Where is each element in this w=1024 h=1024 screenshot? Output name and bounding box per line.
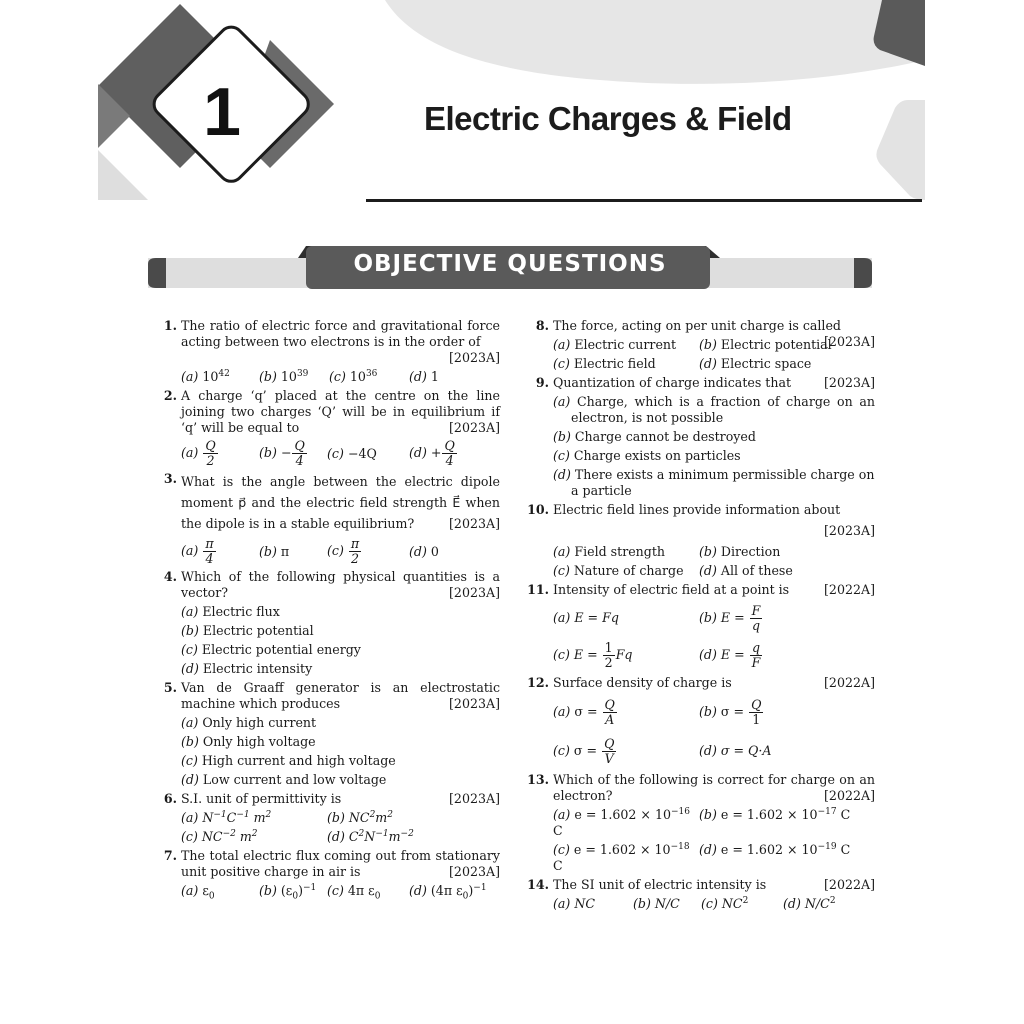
option-d[interactable]: (d) (4π $\varepsilon_0)^{-1}$ <box>409 882 487 902</box>
option-b[interactable]: (b) E = $\frac{F}{q}$ <box>699 602 761 633</box>
question-text: Electric field lines provide information about <box>553 502 841 517</box>
option-c[interactable]: (c) $10^{36}$ <box>329 368 378 384</box>
option-d[interactable]: (d) 1 <box>409 369 439 384</box>
question-number: 12. <box>527 675 549 690</box>
question-text: Intensity of electric field at a point is [2022A] <box>553 582 875 597</box>
option-c[interactable]: (c) Charge exists on particles <box>553 448 741 463</box>
question-number: 7. <box>163 848 177 863</box>
question-text: The ratio of electric force and gravitational force acting between two electrons is in the order of [2023A] <box>181 318 500 365</box>
question-number: 10. <box>527 502 549 517</box>
question-number: 3. <box>163 471 177 486</box>
option-b[interactable]: (b) Direction <box>699 544 781 559</box>
question-text: Which of the following is correct for charge on an electron? [2022A] <box>553 772 875 803</box>
year-tag: [2023A] <box>449 864 500 879</box>
option-b[interactable]: (b) $10^{39}$ <box>259 368 309 384</box>
option-a[interactable]: (a) Electric flux <box>181 604 280 619</box>
option-c[interactable]: (c) Electric field <box>553 356 656 371</box>
option-d[interactable]: (d) + $\frac{Q}{4}$ <box>409 438 455 468</box>
year-tag: [2023A] <box>449 791 500 806</box>
question-11 <box>527 582 875 672</box>
option-a[interactable]: (a) $10^{42}$ <box>181 368 230 384</box>
question-number: 4. <box>163 569 177 584</box>
question-number: 14. <box>527 877 549 892</box>
options <box>553 694 875 769</box>
option-d[interactable]: (d) $e = 1.602 \times 10^{-19}$ C <box>699 841 851 857</box>
question-text: Van de Graaff generator is an electrostatic machine which produces [2023A] <box>181 680 500 711</box>
question-text: Quantization of charge indicates that [2023A] <box>553 375 875 390</box>
option-c[interactable]: (c) −4Q <box>327 445 377 461</box>
option-a[interactable]: (a) NC <box>553 896 596 911</box>
options <box>181 537 500 566</box>
left-column <box>160 318 500 902</box>
option-c[interactable]: (c) $\frac{\pi}{2}$ <box>327 536 360 566</box>
question-8 <box>532 318 875 372</box>
year-tag: [2022A] <box>824 582 875 597</box>
option-d[interactable]: (d) $C^2N^{-1}m^{-2}$ <box>327 828 414 844</box>
options <box>553 896 875 912</box>
options <box>181 439 500 468</box>
option-c[interactable]: (c) High current and high voltage <box>181 753 396 768</box>
option-d[interactable]: (d) Low current and low voltage <box>181 772 387 787</box>
option-b[interactable]: (b) σ = $\frac{Q}{1}$ <box>699 696 762 727</box>
option-c[interactable]: (c) Electric potential energy <box>181 642 361 657</box>
option-a[interactable]: (a) $\frac{\pi}{4}$ <box>181 536 214 566</box>
question-text: Which of the following physical quantities is a vector? [2023A] <box>181 569 500 600</box>
option-b[interactable]: (b) Electric potential <box>699 337 832 352</box>
question-14 <box>527 877 875 912</box>
option-d[interactable]: (d) E = $\frac{q}{F}$ <box>699 639 761 670</box>
year-tag: [2023A] <box>824 334 875 349</box>
year-tag: [2023A] <box>449 350 500 365</box>
option-d[interactable]: (d) All of these <box>699 563 793 578</box>
question-10 <box>527 502 875 579</box>
options <box>553 337 875 372</box>
option-d[interactable]: (d) Electric space <box>699 356 812 371</box>
year-tag: [2023A] <box>449 420 500 435</box>
option-a[interactable]: (a) Field strength <box>553 544 666 559</box>
option-b[interactable]: (b) Electric potential <box>181 623 314 638</box>
question-4 <box>160 569 500 677</box>
year-tag: [2023A] <box>449 516 500 531</box>
option-a[interactable]: (a) E = Fq <box>553 610 619 625</box>
option-c[interactable]: (c) σ = $\frac{Q}{V}$ <box>553 735 615 766</box>
option-a[interactable]: (a) $N^{-1}C^{-1}$ $m^2$ <box>181 809 272 825</box>
option-a[interactable]: (a) Electric current <box>553 337 677 352</box>
question-2 <box>160 388 500 468</box>
option-a[interactable]: (a) Only high current <box>181 715 317 730</box>
question-13 <box>527 772 875 874</box>
right-column <box>527 318 875 915</box>
option-d[interactable]: (d) σ = Q·A <box>699 743 772 758</box>
options <box>553 807 875 874</box>
question-text: A charge ‘q’ placed at the centre on the line joining two charges ‘Q’ will be in equilibrium if ‘q’ will be equal to [2023A] <box>181 388 500 435</box>
options <box>553 544 875 579</box>
option-a[interactable]: (a) $\varepsilon_0$ <box>181 883 215 902</box>
year-tag: [2023A] <box>824 375 875 390</box>
question-number: 2. <box>163 388 177 403</box>
question-number: 5. <box>163 680 177 695</box>
year-tag: [2022A] <box>824 675 875 690</box>
option-c[interactable]: (c) E = $\frac{1}{2}$ Fq <box>553 639 633 670</box>
question-text: S.I. unit of permittivity is [2023A] <box>181 791 500 806</box>
chapter-number: 1 <box>203 74 241 150</box>
year-tag: [2022A] <box>824 788 875 803</box>
question-6 <box>160 791 500 845</box>
question-number: 11. <box>527 582 549 597</box>
question-9 <box>532 375 875 499</box>
option-b[interactable]: (b) $NC^2m^2$ <box>327 809 393 825</box>
year-tag: [2023A] <box>449 696 500 711</box>
option-a[interactable]: (a) σ = $\frac{Q}{A}$ <box>553 696 615 727</box>
question-1 <box>160 318 500 385</box>
question-number: 13. <box>527 772 549 787</box>
option-c[interactable]: (c) $e = 1.602 \times 10^{-18}$ C <box>553 841 690 873</box>
question-text: The total electric flux coming out from stationary unit positive charge in air is [2023A] <box>181 848 500 879</box>
option-d[interactable]: (d) There exists a minimum permissible charge on a particle <box>553 467 875 498</box>
option-d[interactable]: (d) 0 <box>409 543 439 559</box>
banner-right-cap <box>854 258 872 288</box>
question-7 <box>160 848 500 902</box>
section-title: OBJECTIVE QUESTIONS <box>353 251 667 277</box>
option-d[interactable]: (d) Electric intensity <box>181 661 313 676</box>
year-tag: [2023A] <box>824 523 875 538</box>
question-text: What is the angle between the electric dipole moment p⃗ and the electric field strength E⃗ when the dipole is in a stable equilibrium? [2023A] <box>181 471 500 534</box>
option-b[interactable]: (b) Only high voltage <box>181 734 316 749</box>
question-number: 9. <box>535 375 549 390</box>
option-b[interactable]: (b) N/C <box>633 896 680 911</box>
year-tag: [2022A] <box>824 877 875 892</box>
option-a[interactable]: (a) $\frac{Q}{2}$ <box>181 438 216 468</box>
option-c[interactable]: (c) Nature of charge <box>553 563 684 578</box>
option-c[interactable]: (c) 4π $\varepsilon_0$ <box>327 883 381 902</box>
question-12 <box>527 675 875 769</box>
year-tag: [2023A] <box>449 585 500 600</box>
option-b[interactable]: (b) π <box>259 543 290 559</box>
option-a[interactable]: (a) Charge, which is a fraction of charge on an electron, is not possible <box>553 394 875 425</box>
option-b[interactable]: (b) − $\frac{Q}{4}$ <box>259 438 305 468</box>
question-number: 6. <box>163 791 177 806</box>
options <box>181 882 500 902</box>
option-c[interactable]: (c) $NC^2$ <box>701 895 749 911</box>
question-number: 8. <box>535 318 549 333</box>
question-5 <box>160 680 500 788</box>
option-b[interactable]: (b) $e = 1.602 \times 10^{-17}$ C <box>699 806 851 822</box>
question-text: The force, acting on per unit charge is called [2023A] <box>553 318 875 349</box>
option-b[interactable]: (b) $(\varepsilon_0)^{-1}$ <box>259 882 317 902</box>
options <box>553 601 875 672</box>
question-text: The SI unit of electric intensity is [2022A] <box>553 877 875 892</box>
question-3 <box>160 471 500 566</box>
chapter-title: Electric Charges & Field <box>424 100 792 137</box>
option-a[interactable]: (a) $e = 1.602 \times 10^{-16}$ C <box>553 806 691 838</box>
option-c[interactable]: (c) $NC^{-2}$ $m^2$ <box>181 828 258 844</box>
banner-left-cap <box>148 258 166 288</box>
question-text: Surface density of charge is [2022A] <box>553 675 875 690</box>
question-number: 1. <box>163 318 177 333</box>
option-b[interactable]: (b) Charge cannot be destroyed <box>553 429 756 444</box>
option-d[interactable]: (d) $N/C^2$ <box>783 895 836 911</box>
options <box>181 810 500 845</box>
options <box>181 369 500 385</box>
